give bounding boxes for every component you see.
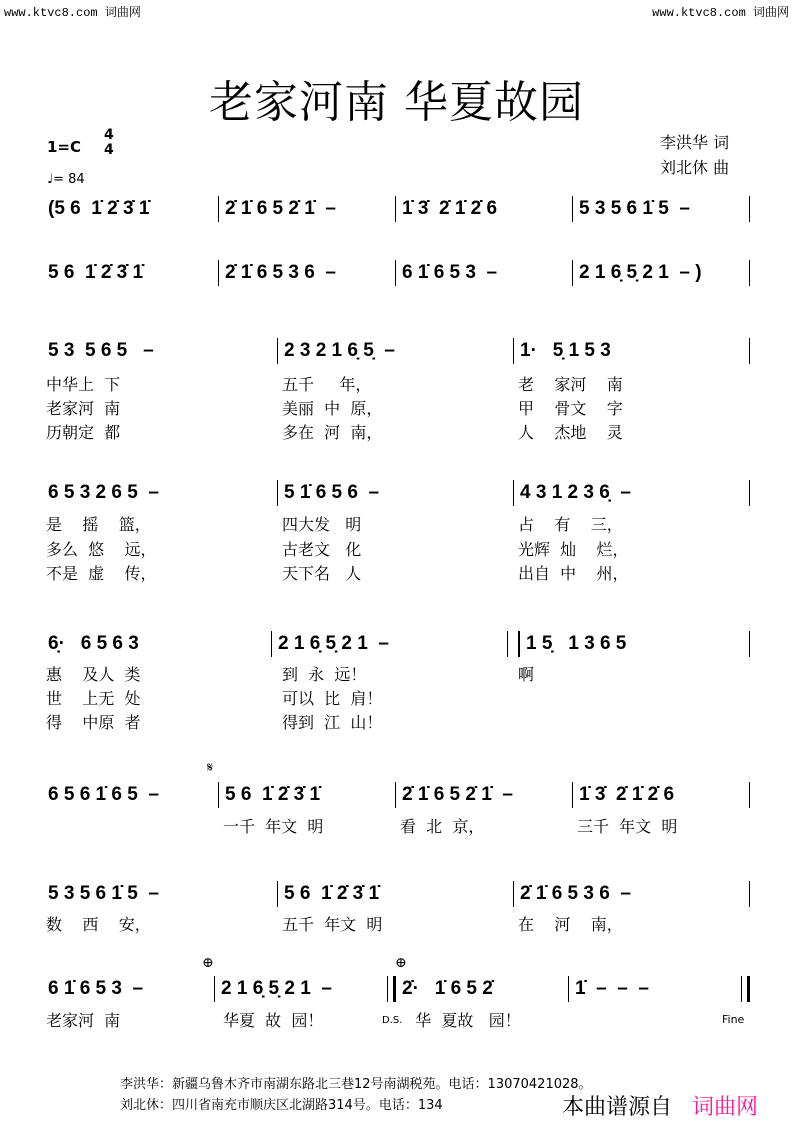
measure: 5 6 1̇ 2̇ 3̇ 1̇ xyxy=(48,262,144,283)
song-title: 老家河南 华夏故园 xyxy=(209,77,584,128)
source-site-link[interactable]: 词曲网 xyxy=(692,1095,759,1120)
measure: 2 1 6̣ 5̣ 2 1 – ) xyxy=(579,262,702,283)
measure: 2 1 6̣ 5̣ 2 1 – xyxy=(221,978,332,999)
lyric-line xyxy=(42,512,750,535)
music-system xyxy=(42,338,750,364)
measure: 5 3 5 6 1̇ 5 – xyxy=(579,198,690,219)
end-barline xyxy=(749,782,750,808)
lyric-segment: 历朝定 都 xyxy=(46,423,121,442)
footer-composer-contact: 刘北休：四川省南充市顺庆区北湖路314号。电话：134 xyxy=(120,1098,443,1113)
measure: 2̇ 1̇ 6 5 3 6 – xyxy=(520,883,631,904)
music-system xyxy=(42,881,750,907)
dal-segno-mark: D.S. xyxy=(382,1015,403,1026)
lyric-segment: 多在 河 南， xyxy=(282,423,383,442)
measure: 1 5̣ 1 3 6 5 xyxy=(526,633,627,654)
footer-lyricist-contact: 李洪华：新疆乌鲁木齐市南湖东路北三巷12号南湖税苑。电话：13070421028。 xyxy=(120,1077,592,1092)
lyric-line xyxy=(42,396,750,419)
lyric-segment: 多么 悠 远， xyxy=(46,540,157,559)
lyric-line xyxy=(42,912,750,935)
lyric-line xyxy=(42,686,750,709)
music-system xyxy=(42,631,750,657)
lyric-segment: 华夏 故 园！ xyxy=(223,1011,324,1030)
lyric-segment: 古老文 化 xyxy=(282,540,362,559)
lyric-segment: 占 有 三， xyxy=(518,515,623,534)
lyric-line xyxy=(42,537,750,560)
lyric-segment: 老 家河 南 xyxy=(518,375,623,394)
tempo-marking: ♩= 84 xyxy=(47,172,85,187)
coda-icon: ⊕ xyxy=(202,955,214,971)
lyric-segment: 可以 比 肩！ xyxy=(282,689,383,708)
measure: 5 6 1̇ 2̇ 3̇ 1̇ xyxy=(225,784,321,805)
measure: 5 6 1̇ 2̇ 3̇ 1̇ xyxy=(284,883,380,904)
measure: 6 1̇ 6 5 3 – xyxy=(402,262,498,283)
measure: 6 1̇ 6 5 3 – xyxy=(48,978,144,999)
composer-credit: 刘北休 曲 xyxy=(660,158,730,177)
end-barline xyxy=(749,881,750,907)
lyric-segment: 人 杰地 灵 xyxy=(518,423,623,442)
lyric-segment: 中华上 下 xyxy=(46,375,121,394)
end-barline xyxy=(749,196,750,222)
lyric-segment: 五千 年文 明 xyxy=(282,915,383,934)
music-system xyxy=(42,976,750,1002)
time-signature xyxy=(104,128,114,158)
measure: (5 6 1̇ 2̇ 3̇ 1̇ xyxy=(48,198,150,219)
lyric-segment: 在 河 南， xyxy=(518,915,623,934)
time-top: 4 xyxy=(104,127,114,143)
lyric-segment xyxy=(42,814,219,837)
lyric-segment: 出自 中 州， xyxy=(518,564,629,583)
end-barline xyxy=(741,976,750,1002)
watermark-left: www.ktvc8.com 词曲网 xyxy=(4,6,141,20)
lyric-segment: 啊 xyxy=(518,665,535,684)
lyric-segment: 看 北 京， xyxy=(400,817,485,836)
end-barline xyxy=(749,260,750,286)
music-system xyxy=(42,260,750,286)
measure: 6̣· 6 5 6 3 xyxy=(48,633,139,654)
lyric-segment: 华 夏故 园！ xyxy=(400,1011,521,1030)
time-bottom: 4 xyxy=(104,142,114,158)
end-barline xyxy=(749,480,750,506)
lyricist-credit: 李洪华 词 xyxy=(660,133,730,152)
measure: 2 1 6̣ 5̣ 2 1 – xyxy=(278,633,389,654)
measure: 1· 5̣ 1 5 3 xyxy=(520,340,611,361)
watermark-right: www.ktvc8.com 词曲网 xyxy=(652,6,789,20)
segno-icon: 𝄋 xyxy=(207,760,214,776)
repeat-barline xyxy=(507,631,520,657)
measure: 2̇ 1̇ 6 5 2̇ 1̇ – xyxy=(225,198,336,219)
measure: 1̇ 3̇ 2̇ 1̇ 2̇ 6 xyxy=(402,198,498,219)
lyric-segment: 惠 及人 类 xyxy=(46,665,141,684)
measure: 2̇ 1̇ 6 5 3 6 – xyxy=(225,262,336,283)
source-note xyxy=(562,1090,758,1121)
measure: 2 3 2 1 6̣ 5̣ – xyxy=(284,340,395,361)
lyric-segment: 五千 年， xyxy=(282,375,372,394)
lyric-segment: 四大发 明 xyxy=(282,515,362,534)
key-signature: 1=C xyxy=(47,138,82,156)
lyric-segment: 光辉 灿 烂， xyxy=(518,540,629,559)
lyric-segment: 老家河 南 xyxy=(46,399,121,418)
lyric-segment: 得 中原 者 xyxy=(46,713,141,732)
lyric-segment: 老家河 南 xyxy=(46,1011,121,1030)
lyric-segment: 甲 骨文 字 xyxy=(518,399,623,418)
measure: 5 3 5 6 5 – xyxy=(48,340,154,361)
lyric-line xyxy=(42,662,750,685)
end-barline xyxy=(749,631,750,657)
lyric-line xyxy=(42,372,750,395)
lyric-segment: 一千 年文 明 xyxy=(223,817,324,836)
lyric-line xyxy=(42,814,750,837)
end-barline xyxy=(749,338,750,364)
lyric-segment: 世 上无 处 xyxy=(46,689,141,708)
music-system xyxy=(42,782,750,808)
lyric-line xyxy=(42,420,750,443)
lyric-segment xyxy=(514,686,750,709)
measure: 5 3 5 6 1̇ 5 – xyxy=(48,883,159,904)
lyric-segment: 得到 江 山！ xyxy=(282,713,383,732)
measure: 4 3 1 2 3 6̣ – xyxy=(520,482,631,503)
coda-icon: ⊕ xyxy=(395,955,407,971)
lyric-line xyxy=(42,561,750,584)
lyric-segment xyxy=(514,710,750,733)
lyric-segment: 到 永 远！ xyxy=(282,665,367,684)
measure: 5 1̇ 6 5 6 – xyxy=(284,482,380,503)
measure: 6 5 3 2 6 5 – xyxy=(48,482,159,503)
measure: 6 5 6 1̇ 6 5 – xyxy=(48,784,159,805)
measure: 2̇ 1̇ 6 5 2̇ 1̇ – xyxy=(402,784,513,805)
measure: 1̇ – – – xyxy=(575,978,649,999)
music-system xyxy=(42,480,750,506)
lyric-segment: 天下名 人 xyxy=(282,564,362,583)
lyric-segment: 是 摇 篮， xyxy=(46,515,151,534)
lyric-segment: 美丽 中 原， xyxy=(282,399,383,418)
measure: 2̇· 1̇ 6 5 2̇ xyxy=(402,978,493,999)
lyric-segment: 三千 年文 明 xyxy=(577,817,678,836)
lyric-line xyxy=(42,710,750,733)
lyric-segment: 不是 虚 传， xyxy=(46,564,157,583)
source-label: 本曲谱源自 xyxy=(562,1095,673,1120)
music-system xyxy=(42,196,750,222)
fine-mark: Fine xyxy=(722,1013,745,1026)
lyric-segment: 数 西 安， xyxy=(46,915,151,934)
double-barline xyxy=(387,976,396,1002)
measure: 1̇ 3̇ 2̇ 1̇ 2̇ 6 xyxy=(579,784,675,805)
